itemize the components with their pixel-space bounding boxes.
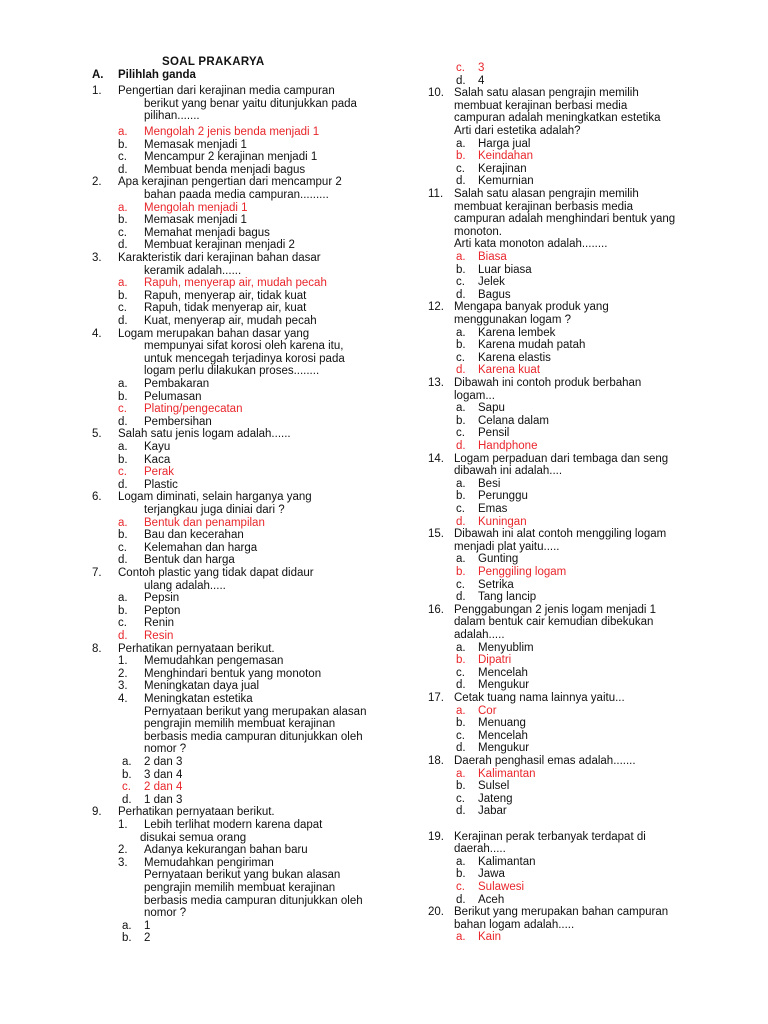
right-question: Daerah penghasil emas adalah....... (454, 755, 636, 767)
right-option: Emas (478, 503, 508, 515)
right-question-marker: 14. (428, 452, 444, 465)
left-option-answer: Plating/pengecatan (144, 403, 243, 416)
left-option: Membuat benda menjadi bagus (144, 163, 306, 176)
left-option: Membuat kerajinan menjadi 2 (144, 239, 295, 252)
left-text-line: keramik adalah...... (144, 264, 242, 277)
left-text-line: logam perlu dilakukan proses........ (144, 365, 320, 378)
right-option-answer: Sulawesi (478, 881, 525, 893)
left-option-marker: a. (118, 277, 128, 290)
right-option: Kalimantan (478, 855, 536, 868)
left-option: Memasak menjadi 1 (144, 138, 247, 151)
left-option: 3 dan 4 (144, 768, 183, 781)
left-statement: Memudahkan pengiriman (144, 856, 274, 869)
left-option-marker: c. (118, 617, 127, 630)
left-question-marker: 5. (92, 428, 102, 441)
right-option-marker: c. (456, 503, 465, 515)
right-text-line: logam... (454, 389, 495, 402)
left-option-marker: c. (122, 781, 131, 794)
right-option: Setrika (478, 578, 514, 591)
left-option: Pembersihan (144, 415, 212, 428)
right-option: Pensil (478, 427, 510, 440)
right-option: Karena lembek (478, 326, 556, 339)
left-option-marker: d. (118, 478, 128, 491)
right-option-marker: c. (456, 792, 465, 805)
right-question-marker: 13. (428, 377, 444, 389)
right-question: Penggabungan 2 jenis logam menjadi 1 (454, 603, 657, 616)
right-option-answer: Kuningan (478, 515, 527, 528)
left-question: Apa kerajinan pengertian dari mencampur 2 (118, 176, 342, 189)
right-option-marker: b. (456, 263, 466, 276)
right-option: Karena mudah patah (478, 339, 586, 352)
left-option-marker: a. (118, 592, 128, 605)
left-question-marker: 2. (92, 176, 102, 189)
left-option: Mencampur 2 kerajinan menjadi 1 (144, 151, 318, 164)
right-option-marker: a. (456, 553, 466, 566)
left-option: 2 (144, 932, 151, 945)
right-option: Kemurnian (478, 175, 534, 188)
left-statement-marker: 2. (118, 844, 128, 857)
right-option: Menuang (478, 717, 526, 730)
right-option: Luar biasa (478, 263, 532, 276)
left-option-answer: Rapuh, menyerap air, mudah pecah (144, 277, 327, 290)
left-option: Memahat menjadi bagus (144, 226, 270, 239)
left-option-marker: a. (122, 919, 132, 932)
right-option-marker: b. (456, 566, 466, 578)
right-question-marker: 19. (428, 830, 444, 843)
left-question: Salah satu jenis logam adalah...... (118, 428, 291, 441)
left-question-marker: 3. (92, 252, 102, 264)
right-question-marker: 17. (428, 692, 444, 704)
right-option-marker: a. (456, 137, 466, 150)
right-question: Mengapa banyak produk yang (454, 301, 609, 314)
left-option: Kelemahan dan harga (144, 541, 258, 554)
left-option-marker: c. (118, 541, 127, 554)
right-option-marker: b. (456, 490, 466, 503)
left-statement-marker: 3. (118, 680, 128, 693)
right-option-answer: Karena kuat (478, 364, 541, 377)
right-option: Gunting (478, 553, 519, 566)
left-text-line: pengrajin memilih membuat kerajinan (144, 718, 336, 731)
right-question-marker: 10. (428, 87, 444, 100)
left-option-marker: a. (118, 516, 128, 529)
right-text-line: dibawah ini adalah.... (454, 465, 563, 478)
right-option: Sulsel (478, 780, 510, 793)
right-option: Jelek (478, 276, 505, 289)
right-option: Aceh (478, 893, 505, 906)
right-option-marker: a. (456, 767, 466, 780)
right-question-marker: 12. (428, 301, 444, 314)
left-option: Kayu (144, 441, 171, 453)
section-label: Pilihlah ganda (118, 69, 196, 81)
left-question: Perhatikan pernyataan berikut. (118, 806, 275, 819)
left-text-line: berbasis media campuran ditunjukkan oleh (144, 730, 363, 743)
left-option: Kaca (144, 453, 171, 466)
left-statement: Menghindari bentuk yang monoton (144, 667, 322, 680)
right-question: Salah satu alasan pengrajin memilih (454, 87, 639, 100)
left-option-marker: c. (118, 302, 127, 315)
left-statement: Adanya kekurangan bahan baru (144, 844, 308, 857)
right-option-answer: Keindahan (478, 150, 533, 163)
right-option-marker: c. (456, 351, 465, 364)
right-option-marker: a. (456, 931, 466, 944)
right-option-marker: d. (456, 440, 466, 452)
left-option-answer: Mengolah 2 jenis benda menjadi 1 (144, 126, 320, 138)
right-option: Bagus (478, 288, 511, 301)
left-text-line: Pernyataan berikut yang merupakan alasan (144, 705, 367, 718)
left-option-marker: d. (118, 554, 128, 567)
right-option-marker: c. (456, 881, 465, 893)
left-text-line: bahan paada media campuran......... (144, 189, 329, 201)
left-option: 1 dan 3 (144, 793, 183, 806)
right-option-marker: d. (456, 515, 466, 528)
left-option: Pepsin (144, 592, 180, 605)
left-text-line: Pernyataan berikut yang bukan alasan (144, 869, 341, 882)
right-option: Perunggu (478, 490, 528, 503)
left-question: Logam merupakan bahan dasar yang (118, 327, 310, 340)
right-text-line: menggunakan logam ? (454, 314, 571, 326)
left-option: 1 (144, 919, 151, 932)
left-option: Renin (144, 617, 175, 630)
left-option-marker: d. (118, 163, 128, 176)
right-option-answer: Handphone (478, 440, 538, 452)
right-option-answer: Biasa (478, 251, 507, 263)
right-question-marker: 20. (428, 906, 444, 919)
left-option-marker: d. (118, 415, 128, 428)
left-option: Rapuh, tidak menyerap air, kuat (144, 302, 307, 315)
right-option-marker: d. (456, 591, 466, 604)
left-option: Pelumasan (144, 390, 202, 403)
right-option-marker: a. (456, 855, 466, 868)
right-text-line: membuat kerajinan berbasis media (454, 200, 633, 213)
left-option-marker: c. (118, 466, 127, 479)
right-question-marker: 18. (428, 755, 444, 767)
right-option-marker: d. (456, 364, 466, 377)
right-option-marker: b. (456, 150, 466, 163)
right-question: Dibawah ini contoh produk berbahan (454, 377, 642, 389)
right-option-marker: c. (456, 578, 465, 591)
left-option-answer: Resin (144, 630, 174, 642)
left-option-marker: c. (118, 403, 127, 416)
left-option-marker: c. (118, 151, 127, 164)
left-question-marker: 6. (92, 491, 102, 504)
left-statement: Meningkatan estetika (144, 693, 253, 705)
right-text-line: campuran adalah meningkatkan estetika (454, 112, 661, 125)
right-option-marker: b. (456, 717, 466, 730)
left-option: Bau dan kecerahan (144, 529, 244, 542)
right-option: Jateng (478, 792, 513, 805)
right-text-line: Arti dari estetika adalah? (454, 125, 581, 137)
left-option-marker: a. (118, 441, 128, 453)
left-statement: Memudahkan pengemasan (144, 655, 284, 668)
right-option-marker: a. (456, 641, 466, 654)
right-option-answer: Kain (478, 931, 502, 944)
right-option-marker: d. (456, 74, 466, 87)
left-statement-marker: 3. (118, 856, 128, 869)
left-statement-marker: 4. (118, 693, 128, 705)
left-option: Memasak menjadi 1 (144, 214, 247, 227)
left-statement: Meningkatan daya jual (144, 680, 260, 693)
right-option: Mencelah (478, 729, 528, 742)
left-statement-marker: 1. (118, 655, 128, 668)
left-option: Plastic (144, 478, 178, 491)
left-option-answer: Mengolah menjadi 1 (144, 201, 248, 214)
right-question: Logam perpaduan dari tembaga dan seng (454, 452, 669, 465)
left-option-marker: a. (118, 201, 128, 214)
right-question-marker: 16. (428, 603, 444, 616)
right-option-marker: a. (456, 402, 466, 415)
right-option: Kerajinan (478, 162, 527, 175)
left-question-marker: 4. (92, 327, 102, 340)
left-option-marker: b. (118, 529, 128, 542)
right-option-marker: c. (456, 729, 465, 742)
left-option: Pepton (144, 604, 181, 617)
right-option: Mengukur (478, 679, 530, 692)
right-question: Cetak tuang nama lainnya yaitu... (454, 692, 625, 704)
right-option: Celana dalam (478, 414, 549, 427)
left-statement-marker: 1. (118, 819, 128, 831)
right-question: Berikut yang merupakan bahan campuran (454, 906, 669, 919)
right-option-marker: c. (456, 62, 465, 74)
right-option-marker: b. (456, 654, 466, 667)
right-option-marker: c. (456, 427, 465, 440)
left-option-marker: b. (118, 289, 128, 302)
left-question-marker: 8. (92, 642, 102, 655)
right-text-line: campuran adalah menghindari bentuk yang (454, 213, 676, 226)
right-option: Menyublim (478, 641, 534, 654)
right-option: Besi (478, 477, 501, 490)
left-text-line: untuk mencegah terjadinya korosi pada (144, 352, 345, 365)
left-option-answer: Bentuk dan penampilan (144, 516, 265, 529)
right-option-marker: d. (456, 893, 466, 906)
left-option-marker: b. (122, 932, 132, 945)
page-title: SOAL PRAKARYA (162, 56, 265, 68)
right-option: Tang lancip (478, 591, 537, 604)
right-text-line: daerah..... (454, 843, 506, 856)
left-option-marker: d. (118, 315, 128, 327)
right-option: Jawa (478, 868, 505, 881)
right-option-marker: d. (456, 679, 466, 692)
right-question: Dibawah ini alat contoh menggiling logam (454, 528, 667, 541)
right-text-line: menjadi plat yaitu..... (454, 540, 560, 553)
left-question-marker: 7. (92, 567, 102, 579)
right-option-answer: Kalimantan (478, 767, 536, 780)
left-option-marker: b. (118, 453, 128, 466)
right-option-marker: d. (456, 805, 466, 818)
left-text-line: pengrajin memilih membuat kerajinan (144, 882, 336, 894)
left-question: Pengertian dari kerajinan media campuran (118, 85, 335, 97)
right-question-marker: 15. (428, 528, 444, 541)
right-option: Jabar (478, 805, 507, 818)
right-option-marker: c. (456, 162, 465, 175)
left-statement: Lebih terlihat modern karena dapat (144, 819, 323, 831)
left-option: 2 dan 3 (144, 756, 183, 768)
right-text-line: Arti kata monoton adalah........ (454, 238, 608, 251)
left-option-marker: b. (118, 214, 128, 227)
left-option: Kuat, menyerap air, mudah pecah (144, 315, 317, 327)
right-question: Kerajinan perak terbanyak terdapat di (454, 830, 646, 843)
right-option-marker: c. (456, 666, 465, 679)
section-letter: A. (92, 69, 104, 81)
left-option-marker: a. (118, 378, 128, 390)
left-option-answer: 2 dan 4 (144, 781, 183, 794)
right-option-marker: a. (456, 477, 466, 490)
right-option-answer: Dipatri (478, 654, 512, 667)
left-option-marker: b. (118, 390, 128, 403)
right-text-line: adalah..... (454, 629, 505, 641)
left-text-line: ulang adalah..... (144, 579, 226, 592)
left-option-marker: b. (122, 768, 132, 781)
right-option-marker: c. (456, 276, 465, 289)
right-option-answer: Cor (478, 704, 497, 717)
left-option-marker: c. (118, 226, 127, 239)
left-text-line: mempunyai sifat korosi oleh karena itu, (144, 340, 344, 353)
left-option-marker: d. (118, 239, 128, 252)
left-question: Contoh plastic yang tidak dapat didaur (118, 567, 314, 579)
right-text-line: membuat kerajinan berbasi media (454, 99, 628, 112)
left-statement-marker: 2. (118, 667, 128, 680)
right-option-marker: a. (456, 251, 466, 263)
right-option-marker: d. (456, 175, 466, 188)
left-option-marker: a. (118, 126, 128, 138)
right-option: Sapu (478, 402, 505, 415)
right-text-line: bahan logam adalah..... (454, 918, 575, 931)
left-option: Pembakaran (144, 378, 210, 390)
right-option: Karena elastis (478, 351, 551, 364)
left-question: Karakteristik dari kerajinan bahan dasar (118, 252, 321, 264)
right-option-answer: 3 (478, 62, 485, 74)
left-option-marker: b. (118, 604, 128, 617)
left-text-line: nomor ? (144, 907, 187, 920)
right-option-marker: b. (456, 339, 466, 352)
left-text-line: disukai semua orang (140, 831, 247, 844)
right-question-marker: 11. (428, 188, 444, 200)
left-option-marker: a. (122, 756, 132, 768)
right-option: Mencelah (478, 666, 528, 679)
left-question-marker: 1. (92, 85, 102, 97)
left-question-marker: 9. (92, 806, 102, 819)
left-option-marker: d. (122, 793, 132, 806)
left-option: Rapuh, menyerap air, tidak kuat (144, 289, 307, 302)
right-option: Mengukur (478, 742, 530, 755)
right-option-marker: b. (456, 414, 466, 427)
right-option: Harga jual (478, 137, 531, 150)
left-option-marker: d. (118, 630, 128, 642)
right-option: 4 (478, 74, 485, 87)
right-option-marker: b. (456, 780, 466, 793)
right-text-line: dalam bentuk cair kemudian dibekukan (454, 616, 654, 629)
right-option-marker: d. (456, 742, 466, 755)
left-question: Perhatikan pernyataan berikut. (118, 642, 275, 655)
right-option-marker: b. (456, 868, 466, 881)
right-text-line: monoton. (454, 225, 502, 238)
left-text-line: nomor ? (144, 743, 187, 756)
left-text-line: terjangkau juga diniai dari ? (144, 504, 285, 516)
right-option-marker: a. (456, 704, 466, 717)
right-option-marker: d. (456, 288, 466, 301)
left-option: Bentuk dan harga (144, 554, 235, 567)
left-question: Logam diminati, selain harganya yang (118, 491, 312, 504)
right-option-answer: Penggiling logam (478, 566, 567, 578)
left-option-marker: b. (118, 138, 128, 151)
left-text-line: berbasis media campuran ditunjukkan oleh (144, 894, 363, 907)
right-question: Salah satu alasan pengrajin memilih (454, 188, 639, 200)
left-text-line: berikut yang benar yaitu ditunjukkan pada (144, 97, 357, 110)
right-option-marker: a. (456, 326, 466, 339)
left-option-answer: Perak (144, 466, 175, 479)
left-text-line: pilihan....... (144, 110, 200, 123)
